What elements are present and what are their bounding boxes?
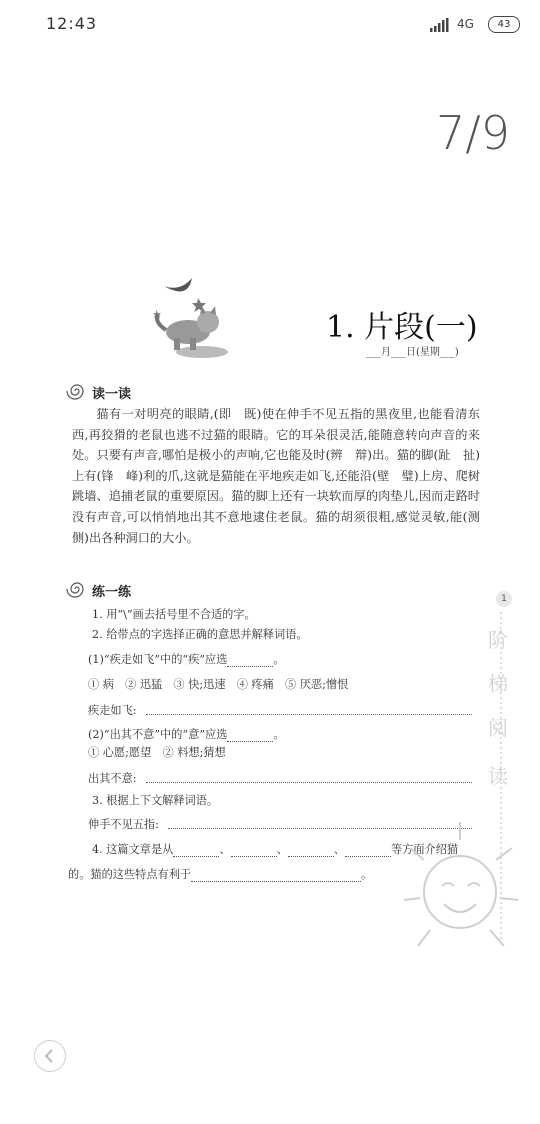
question-2-2-answer-label: 出其不意: bbox=[88, 772, 137, 785]
question-2: 2. 给带点的字选择正确的意思并解释词语。 bbox=[92, 628, 308, 641]
question-4-line-2: 的。猫的这些特点有利于 。 bbox=[68, 868, 373, 881]
spiral-icon bbox=[64, 382, 90, 400]
answer-line[interactable] bbox=[146, 768, 472, 783]
date-line: ___月___日(星期___) bbox=[366, 347, 459, 358]
answer-blank[interactable] bbox=[227, 654, 273, 667]
question-4-prefix: 4. 这篇文章是从 bbox=[92, 843, 174, 856]
question-2-1-options: ① 病 ② 迅猛 ③ 快;迅速 ④ 疼痛 ⑤ 厌恶;憎恨 bbox=[88, 678, 349, 691]
cat-moon-illustration bbox=[150, 278, 232, 362]
question-2-2: (2)“出其不意”中的“意”应选 。 bbox=[88, 728, 285, 741]
page-current: 7 bbox=[436, 106, 466, 160]
answer-blank[interactable] bbox=[231, 844, 277, 857]
back-button[interactable] bbox=[34, 1040, 66, 1072]
question-4: 4. 这篇文章是从 、 、 、 等方面介绍猫 bbox=[92, 843, 459, 856]
question-2-1: (1)“疾走如飞”中的“疾”应选 。 bbox=[88, 653, 285, 666]
signal-icon bbox=[430, 18, 452, 32]
question-2-2-options: ① 心愿;愿望 ② 料想;猜想 bbox=[88, 746, 226, 759]
answer-blank[interactable] bbox=[227, 729, 273, 742]
status-time: 12:43 bbox=[46, 14, 98, 33]
page-total: 9 bbox=[480, 106, 511, 160]
answer-blank[interactable] bbox=[288, 844, 334, 857]
reading-passage: 猫有一对明亮的眼睛,(即 既)使在伸手不见五指的黑夜里,也能看清东西,再狡猾的老鼠也逃不过猫的眼睛。它的耳朵很灵活,能随意转向声音的来处。只要有声音,哪怕是极小的声响,它也能及时(辨 辩)出。猫的脚(趾 扯)上有(锋 峰)利的爪,这就是猫能在平地疾走如飞,还能沿(壁 璧)上房、爬树跳墙、追捕老鼠的重要原因。猫的脚上还有一块软而厚的肉垫儿,因而走路时没有声音,可以悄悄地出其不意地逮住老鼠。猫的胡须很粗,感觉灵敏,能(测 侧)出各种洞口的大小。 bbox=[72, 407, 493, 545]
page-number-badge: 1 bbox=[496, 591, 512, 607]
status-bar bbox=[0, 0, 540, 48]
side-label-3: 阅 bbox=[488, 716, 508, 740]
spiral-icon bbox=[64, 580, 90, 598]
answer-blank[interactable] bbox=[173, 844, 219, 857]
question-1: 1. 用“\”画去括号里不合适的字。 bbox=[92, 608, 256, 621]
question-2-1-prefix: (1)“疾走如飞”中的“疾”应选 bbox=[88, 653, 228, 666]
question-2-2-prefix: (2)“出其不意”中的“意”应选 bbox=[88, 728, 228, 741]
battery-icon: 43 bbox=[488, 16, 520, 33]
side-label-2: 梯 bbox=[488, 672, 508, 696]
practice-section-heading: 练一练 bbox=[92, 585, 132, 600]
sun-sketch-decoration bbox=[400, 800, 530, 970]
side-label-4: 读 bbox=[488, 764, 508, 788]
chevron-left-icon bbox=[35, 1041, 65, 1071]
question-4-line-2-prefix: 的。猫的这些特点有利于 bbox=[68, 868, 192, 881]
page-counter bbox=[436, 106, 510, 160]
side-label-1: 阶 bbox=[488, 628, 508, 652]
answer-blank[interactable] bbox=[191, 869, 361, 882]
answer-line[interactable] bbox=[146, 700, 472, 715]
question-3: 3. 根据上下文解释词语。 bbox=[92, 794, 219, 807]
network-type: 4G bbox=[457, 17, 474, 31]
question-2-1-answer-label: 疾走如飞: bbox=[88, 704, 137, 717]
read-section-heading: 读一读 bbox=[92, 387, 132, 402]
lesson-title: 1. 片段(一) bbox=[326, 310, 478, 345]
answer-blank[interactable] bbox=[345, 844, 391, 857]
page-separator: / bbox=[465, 106, 481, 160]
question-4-suffix: 等方面介绍猫 bbox=[390, 843, 459, 856]
question-3-answer-label: 伸手不见五指: bbox=[88, 818, 159, 831]
